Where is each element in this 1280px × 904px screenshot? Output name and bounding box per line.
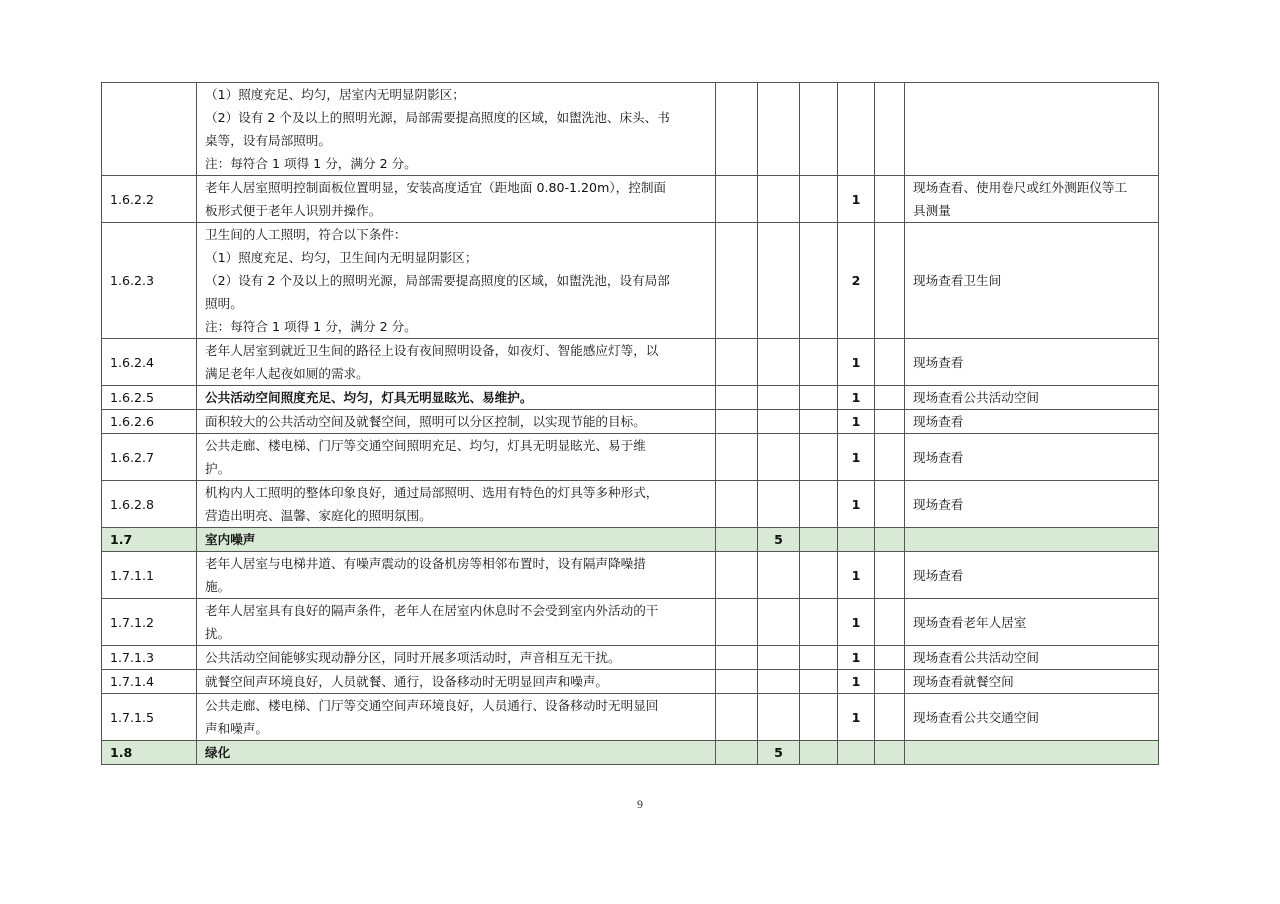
score-cell [716,176,758,223]
method-line: 现场查看 [913,449,964,465]
description-line: 公共走廊、楼电梯、门厅等交通空间声环境良好，人员通行、设备移动时无明显回 [205,698,659,713]
score-cell: 1 [838,410,875,434]
score-cell [838,528,875,552]
description-line: （2）设有 2 个及以上的照明光源，局部需要提高照度的区域，如盥洗池，设有局部 [205,273,670,288]
score-cell [758,646,800,670]
item-number: 1.7.1.5 [102,694,197,741]
item-description [197,694,716,741]
description-line: 公共活动空间照度充足、均匀，灯具无明显眩光、易维护。 [205,390,533,405]
description-line: 板形式便于老年人识别并操作。 [205,203,382,218]
description-line: 公共活动空间能够实现动静分区，同时开展多项活动时，声音相互无干扰。 [205,650,621,665]
item-description [197,670,716,694]
table-row [102,694,1159,741]
score-cell [758,410,800,434]
description-line: 面积较大的公共活动空间及就餐空间，照明可以分区控制，以实现节能的目标。 [205,414,646,429]
description-line: 绿化 [205,745,231,760]
item-description [197,434,716,481]
method-line: 现场查看 [913,567,964,583]
score-cell [875,670,905,694]
table-row [102,599,1159,646]
score-cell [875,410,905,434]
score-cell [758,552,800,599]
description-line: 照明。 [205,296,243,311]
description-line: 施。 [205,579,231,594]
evaluation-method [905,528,1159,552]
score-cell [875,646,905,670]
evaluation-method [905,176,1159,223]
item-number: 1.6.2.8 [102,481,197,528]
score-cell [716,694,758,741]
score-cell [716,599,758,646]
method-line: 现场查看就餐空间 [913,674,1014,689]
evaluation-table [101,82,1159,765]
score-cell: 1 [838,670,875,694]
evaluation-method [905,552,1159,599]
item-description [197,646,716,670]
section-row [102,741,1159,765]
method-line: 现场查看 [913,354,964,370]
item-number: 1.6.2.6 [102,410,197,434]
score-cell: 1 [838,386,875,410]
item-number [102,83,197,176]
score-cell: 1 [838,339,875,386]
table-row [102,339,1159,386]
score-cell [716,339,758,386]
score-cell [800,410,838,434]
score-cell: 1 [838,599,875,646]
score-cell [875,386,905,410]
description-line: 营造出明亮、温馨、家庭化的照明氛围。 [205,508,432,523]
item-number: 1.7.1.1 [102,552,197,599]
score-cell [875,83,905,176]
score-cell [758,223,800,339]
score-cell [716,552,758,599]
score-cell: 1 [838,646,875,670]
score-cell [716,434,758,481]
description-line: 卫生间的人工照明，符合以下条件： [205,227,407,242]
item-description [197,83,716,176]
evaluation-method [905,83,1159,176]
score-cell: 5 [758,528,800,552]
score-cell [758,386,800,410]
item-number: 1.7 [102,528,197,552]
item-number: 1.7.1.2 [102,599,197,646]
score-cell [875,223,905,339]
evaluation-method [905,339,1159,386]
table-row [102,434,1159,481]
score-cell [800,552,838,599]
score-cell [758,339,800,386]
evaluation-method [905,741,1159,765]
score-cell [800,646,838,670]
item-description [197,481,716,528]
item-description [197,410,716,434]
section-row [102,528,1159,552]
method-line: 现场查看 [913,414,964,429]
score-cell [758,83,800,176]
description-line: 老年人居室到就近卫生间的路径上设有夜间照明设备，如夜灯、智能感应灯等，以 [205,343,659,358]
score-cell [758,176,800,223]
description-line: 注：每符合 1 项得 1 分，满分 2 分。 [205,319,417,334]
item-number: 1.6.2.4 [102,339,197,386]
score-cell [800,481,838,528]
score-cell [758,599,800,646]
description-line: 机构内人工照明的整体印象良好，通过局部照明、选用有特色的灯具等多种形式， [205,485,659,500]
method-line: 现场查看、使用卷尺或红外测距仪等工 [913,180,1128,195]
score-cell: 1 [838,481,875,528]
score-cell [875,528,905,552]
score-cell [875,339,905,386]
description-line: （2）设有 2 个及以上的照明光源，局部需要提高照度的区域，如盥洗池、床头、书 [205,110,670,125]
table-row [102,646,1159,670]
score-cell [716,386,758,410]
method-line: 现场查看公共活动空间 [913,390,1039,405]
evaluation-method [905,481,1159,528]
score-cell: 1 [838,176,875,223]
item-description [197,223,716,339]
score-cell [800,599,838,646]
item-number: 1.7.1.4 [102,670,197,694]
score-cell [716,741,758,765]
item-description [197,528,716,552]
description-line: （1）照度充足、均匀，居室内无明显阴影区； [205,87,465,102]
method-line: 现场查看 [913,496,964,512]
score-cell [875,552,905,599]
score-cell [875,694,905,741]
table-row [102,83,1159,176]
description-line: 声和噪声。 [205,721,268,736]
evaluation-method [905,434,1159,481]
item-number: 1.6.2.2 [102,176,197,223]
item-number: 1.6.2.3 [102,223,197,339]
description-line: （1）照度充足、均匀，卫生间内无明显阴影区； [205,250,478,265]
score-cell [800,83,838,176]
description-line: 满足老年人起夜如厕的需求。 [205,366,369,381]
score-cell [716,223,758,339]
evaluation-method [905,646,1159,670]
score-cell [716,528,758,552]
item-number: 1.6.2.5 [102,386,197,410]
score-cell [875,176,905,223]
table-row [102,670,1159,694]
score-cell [875,599,905,646]
description-line: 公共走廊、楼电梯、门厅等交通空间照明充足、均匀，灯具无明显眩光、易于维 [205,438,646,453]
score-cell [716,410,758,434]
description-line: 老年人居室与电梯井道、有噪声震动的设备机房等相邻布置时，设有隔声降噪措 [205,556,646,571]
table-row [102,481,1159,528]
score-cell [716,670,758,694]
item-description [197,552,716,599]
item-description [197,386,716,410]
description-line: 室内噪声 [205,532,256,547]
score-cell [838,83,875,176]
table-row [102,176,1159,223]
score-cell [800,223,838,339]
score-cell [800,434,838,481]
item-number: 1.7.1.3 [102,646,197,670]
evaluation-method [905,223,1159,339]
item-description [197,599,716,646]
score-cell [875,434,905,481]
page-number: 9 [637,797,643,811]
score-cell [838,741,875,765]
score-cell [875,481,905,528]
score-cell [716,481,758,528]
method-line: 具测量 [913,203,951,218]
table-row [102,223,1159,339]
description-line: 扰。 [205,626,231,641]
score-cell: 1 [838,552,875,599]
score-cell [800,528,838,552]
description-line: 就餐空间声环境良好，人员就餐、通行，设备移动时无明显回声和噪声。 [205,674,608,689]
score-cell [800,694,838,741]
method-line: 现场查看公共活动空间 [913,650,1039,665]
evaluation-method [905,410,1159,434]
score-cell [716,83,758,176]
method-line: 现场查看公共交通空间 [913,709,1039,725]
score-cell [800,670,838,694]
score-cell: 1 [838,434,875,481]
table-row [102,386,1159,410]
score-cell: 2 [838,223,875,339]
table-row [102,410,1159,434]
evaluation-method [905,694,1159,741]
score-cell [758,694,800,741]
item-description [197,176,716,223]
method-line: 现场查看老年人居室 [913,614,1027,630]
item-number: 1.8 [102,741,197,765]
evaluation-method [905,386,1159,410]
score-cell: 5 [758,741,800,765]
score-cell [800,741,838,765]
score-cell [875,741,905,765]
score-cell [800,339,838,386]
score-cell [758,481,800,528]
score-cell [716,646,758,670]
description-line: 桌等，设有局部照明。 [205,133,331,148]
score-cell: 1 [838,694,875,741]
item-description [197,741,716,765]
description-line: 注：每符合 1 项得 1 分，满分 2 分。 [205,156,417,171]
item-description [197,339,716,386]
item-number: 1.6.2.7 [102,434,197,481]
evaluation-method [905,599,1159,646]
description-line: 老年人居室照明控制面板位置明显，安装高度适宜（距地面 0.80-1.20m），控制面 [205,180,667,195]
table-row [102,552,1159,599]
score-cell [800,176,838,223]
description-line: 老年人居室具有良好的隔声条件，老年人在居室内休息时不会受到室内外活动的干 [205,603,659,618]
method-line: 现场查看卫生间 [913,273,1002,288]
description-line: 护。 [205,461,231,476]
score-cell [758,670,800,694]
evaluation-method [905,670,1159,694]
score-cell [758,434,800,481]
score-cell [800,386,838,410]
